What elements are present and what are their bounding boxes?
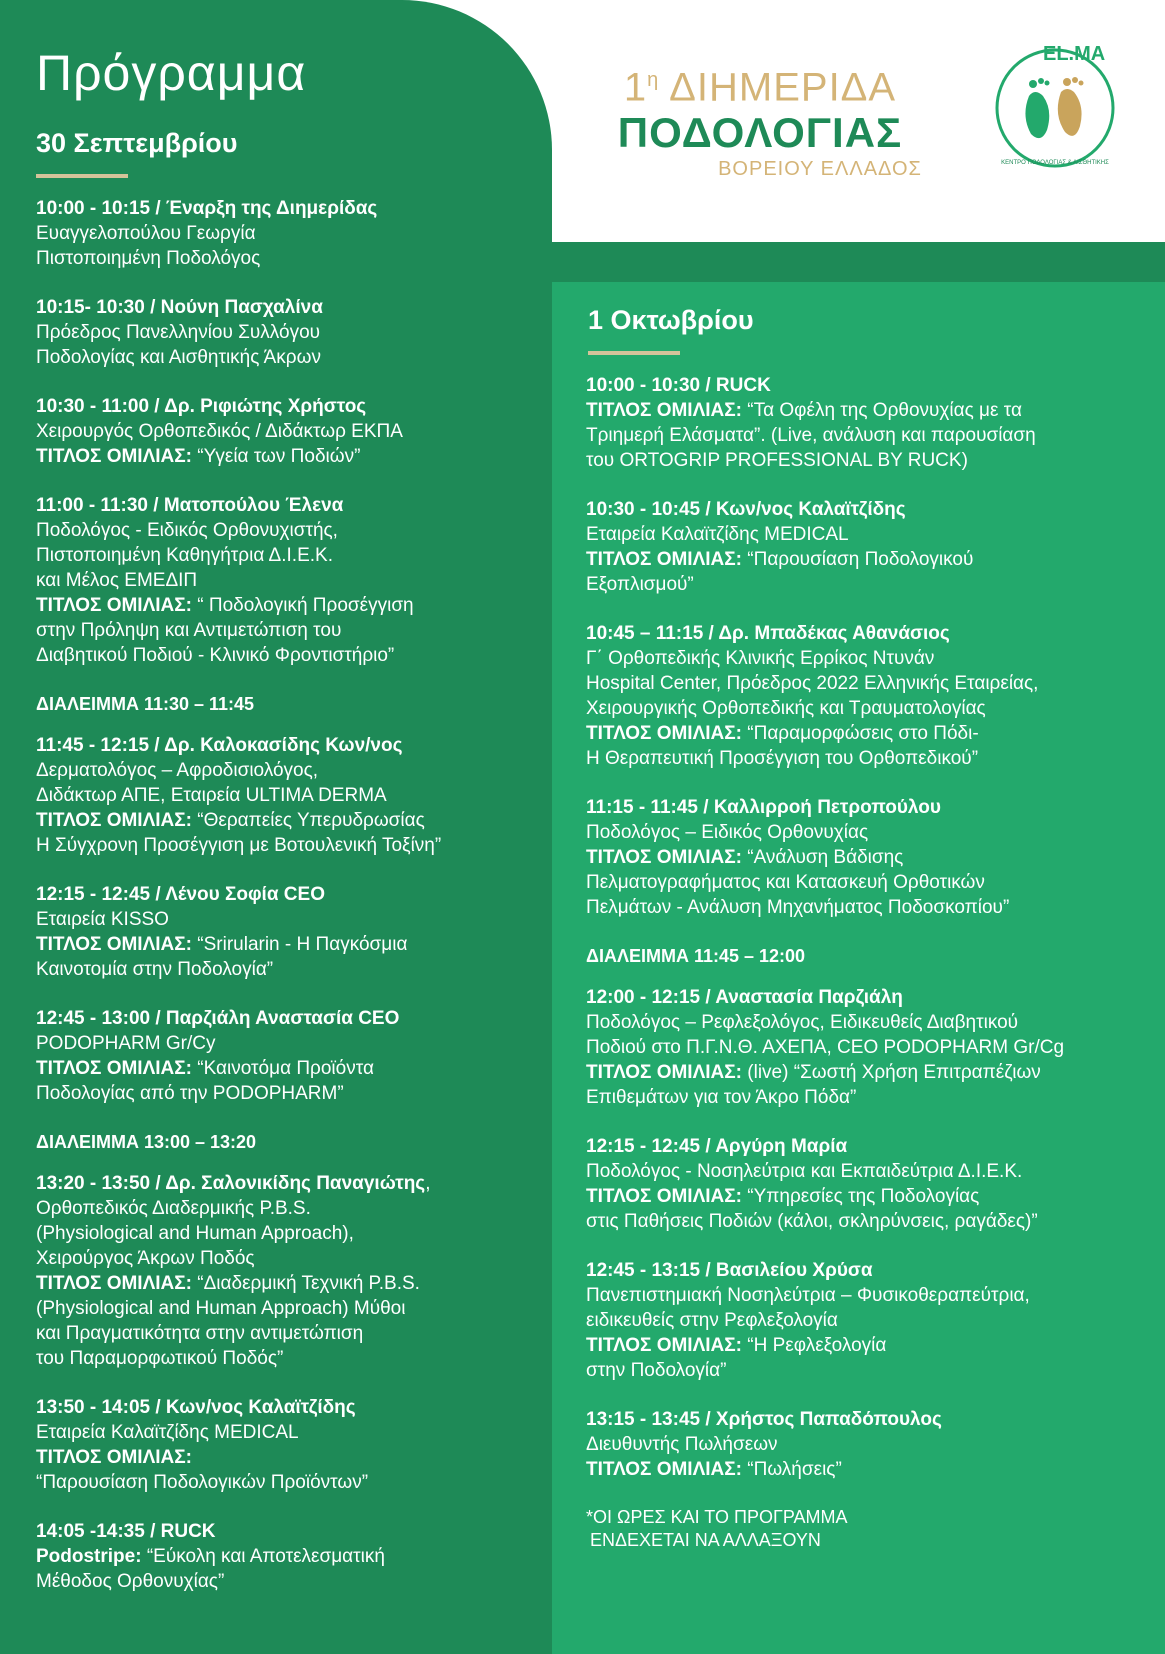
session-heading-text: 13:20 - 13:50 / Δρ. Σαλονικίδης Παναγιώτης [36,1173,426,1194]
session-line [36,1544,536,1569]
page-title: Πρόγραμμα [36,45,307,101]
talk-title: “Τα Οφέλη της Ορθονυχίας με τα [742,400,1022,421]
session-line: Επιθεμάτων για τον Άκρο Πόδα” [586,1087,857,1108]
talk-title: “Παρουσίαση Ποδολογικού [742,549,974,570]
session-line: Καινοτομία στην Ποδολογία” [36,959,274,980]
session-line: ειδικευθείς στην Ρεφλεξολογία [586,1310,838,1331]
session-line: Η Σύγχρονη Προσέγγιση με Βοτουλενική Τοξίνη” [36,835,442,856]
event-ordinal-sup: η [647,69,660,91]
event-ordinal: 1 [623,65,648,110]
session-line: Πιστοποιημένη Ποδολόγος [36,248,261,269]
session-line: Πρόεδρος Πανελληνίου Συλλόγου [36,322,321,343]
break-label: ΔΙΑΛΕΙΜΜΑ 13:00 – 13:20 [36,1132,257,1152]
session-heading: 10:45 – 11:15 / Δρ. Μπαδέκας Αθανάσιος [586,623,950,644]
talk-title-label: ΤΙΤΛΟΣ ΟΜΙΛΙΑΣ: [586,1335,742,1356]
session-line: Η Θεραπευτική Προσέγγιση του Ορθοπεδικού” [586,748,979,769]
session-item [586,373,1156,473]
day1-divider [36,174,128,178]
talk-title-label: ΤΙΤΛΟΣ ΟΜΙΛΙΑΣ: [36,934,192,955]
talk-title-label: ΤΙΤΛΟΣ ΟΜΙΛΙΑΣ: [36,595,192,616]
session-heading: 12:15 - 12:45 / Αργύρη Μαρία [586,1136,848,1157]
session-line: Ποδολόγος - Ειδικός Ορθονυχιστής, [36,520,338,541]
session-line: και Μέλος ΕΜΕΔΙΠ [36,570,198,591]
talk-title: “Παραμορφώσεις στο Πόδι- [742,723,979,744]
day1-date: 30 Σεπτεμβρίου [36,128,238,158]
session-heading: 10:30 - 10:45 / Κων/νος Καλαϊτζίδης [586,499,906,520]
session-line: στις Παθήσεις Ποδιών (κάλοι, σκληρύνσεις, ραγάδες)” [586,1211,1038,1232]
session-item [36,1395,536,1495]
session-item [36,1519,536,1594]
session-line: (Physiological and Human Approach), [36,1223,354,1244]
session-heading-tail: , [425,1173,431,1194]
talk-title: “Ανάλυση Βάδισης [742,847,904,868]
session-line: PODOPHARM Gr/Cy [36,1033,216,1054]
disclaimer-line: *ΟΙ ΩΡΕΣ ΚΑΙ ΤΟ ΠΡΟΓΡΑΜΜΑ [586,1507,848,1527]
session-item [586,497,1156,597]
talk-title-label: ΤΙΤΛΟΣ ΟΜΙΛΙΑΣ: [586,400,742,421]
session-line: Ποδολόγος – Ειδικός Ορθονυχίας [586,822,869,843]
session-line [36,444,536,469]
event-name: ΔΙΗΜΕΡΙΔΑ [659,65,897,110]
session-heading: 12:15 - 12:45 / Λένου Σοφία CEO [36,884,325,905]
session-heading: 10:15- 10:30 / Νούνη Πασχαλίνα [36,297,323,318]
schedule-disclaimer [586,1506,1156,1552]
session-line: και Πραγματικότητα στην αντιμετώπιση [36,1323,364,1344]
session-line: Μέθοδος Ορθονυχίας” [36,1571,225,1592]
session-item [36,196,536,271]
session-heading: 10:00 - 10:15 / Έναρξη της Διημερίδας [36,198,378,219]
day1-schedule [36,196,536,1618]
session-item [586,985,1156,1110]
event-title-line2: ΠΟΔΟΛΟΓΙΑΣ [617,109,903,157]
session-line: Ποδολογίας από την PODOPHARM” [36,1083,344,1104]
session-line [36,932,536,957]
session-item [586,621,1156,771]
event-title-line3: ΒΟΡΕΙΟΥ ΕΛΛΑΔΟΣ [718,158,922,181]
session-line [586,398,1156,423]
talk-title: “Πωλήσεις” [742,1459,842,1480]
talk-title-label: ΤΙΤΛΟΣ ΟΜΙΛΙΑΣ: [586,1459,742,1480]
session-line: στην Πρόληψη και Αντιμετώπιση του [36,620,342,641]
header-band [552,242,1165,282]
session-item [36,882,536,982]
talk-title: “Srirularin - Η Παγκόσμια [192,934,408,955]
session-line [36,593,536,618]
session-line: Διευθυντής Πωλήσεων [586,1434,778,1455]
session-line [586,845,1156,870]
elma-logo [985,36,1125,176]
session-line: Χειρουργικής Ορθοπεδικής και Τραυματολογίας [586,698,986,719]
day2-date: 1 Οκτωβρίου [588,305,754,335]
session-line: του ORTOGRIP PROFESSIONAL BY RUCK) [586,450,968,471]
session-line: Γ΄ Ορθοπεδικής Κλινικής Ερρίκος Ντυνάν [586,648,935,669]
talk-title-label: ΤΙΤΛΟΣ ΟΜΙΛΙΑΣ: [586,1062,742,1083]
session-line [586,1060,1156,1085]
session-line: Ορθοπεδικός Διαδερμικής P.B.S. [36,1198,311,1219]
svg-text:ΚΕΝΤΡΟ ΠΟΔΟΛΟΓΙΑΣ & ΑΙΣΘΗΤΙΚΗΣ: ΚΕΝΤΡΟ ΠΟΔΟΛΟΓΙΑΣ & ΑΙΣΘΗΤΙΚΗΣ [1001,160,1109,166]
session-item [36,493,536,668]
session-item [36,733,536,858]
session-line [36,808,536,833]
session-item [586,795,1156,920]
session-line [36,1056,536,1081]
session-line [586,1457,1156,1482]
disclaimer-line: ΕΝΔΕΧΕΤΑΙ ΝΑ ΑΛΛΑΞΟΥΝ [590,1530,821,1550]
session-line: στην Ποδολογία” [586,1360,727,1381]
session-item [586,1407,1156,1482]
session-line: Εταιρεία Καλαϊτζίδης MEDICAL [36,1422,299,1443]
session-line: Ποδολογίας και Αισθητικής Άκρων [36,347,321,368]
talk-title-label: ΤΙΤΛΟΣ ΟΜΙΛΙΑΣ: [586,723,742,744]
talk-title-label: ΤΙΤΛΟΣ ΟΜΙΛΙΑΣ: [586,549,742,570]
session-line: Εταιρεία Καλαϊτζίδης MEDICAL [586,524,849,545]
talk-title: “Παρουσίαση Ποδολογικών Προϊόντων” [36,1472,369,1493]
session-line [586,1184,1156,1209]
session-heading: 10:30 - 11:00 / Δρ. Ριφιώτης Χρήστος [36,396,367,417]
session-item [586,1134,1156,1234]
session-line [586,721,1156,746]
session-heading: 11:45 - 12:15 / Δρ. Καλοκασίδης Κων/νος [36,735,403,756]
session-line: Πιστοποιημένη Καθηγήτρια Δ.Ι.Ε.Κ. [36,545,333,566]
session-heading: 13:50 - 14:05 / Κων/νος Καλαϊτζίδης [36,1397,356,1418]
talk-title-label: ΤΙΤΛΟΣ ΟΜΙΛΙΑΣ: [36,1447,192,1468]
break-label: ΔΙΑΛΕΙΜΜΑ 11:45 – 12:00 [586,946,806,966]
talk-title: “Υπηρεσίες της Ποδολογίας [742,1186,980,1207]
talk-title-label: ΤΙΤΛΟΣ ΟΜΙΛΙΑΣ: [36,1058,192,1079]
talk-title-label: ΤΙΤΛΟΣ ΟΜΙΛΙΑΣ: [586,847,742,868]
session-line: Ποδολόγος – Ρεφλεξολόγος, Ειδικευθείς Διαβητικού [586,1012,1019,1033]
session-line: Διαβητικού Ποδιού - Κλινικό Φροντιστήριο” [36,645,395,666]
footprint-left-icon [1025,92,1049,138]
footprint-right-icon [1058,89,1082,136]
session-line: Πελμάτων - Ανάλυση Μηχανήματος Ποδοσκοπίου” [586,897,1010,918]
session-item [36,1006,536,1106]
session-line: του Παραμορφωτικού Ποδός” [36,1348,284,1369]
talk-title: “Καινοτόμα Προϊόντα [192,1058,374,1079]
session-item [36,295,536,370]
session-heading: 13:15 - 13:45 / Χρήστος Παπαδόπουλος [586,1409,942,1430]
talk-title: “Θεραπείες Υπερυδρωσίας [192,810,425,831]
talk-title-label: ΤΙΤΛΟΣ ΟΜΙΛΙΑΣ: [586,1186,742,1207]
session-line: (Physiological and Human Approach) Μύθοι [36,1298,406,1319]
session-line: Εξοπλισμού” [586,574,694,595]
session-heading: 11:15 - 11:45 / Καλλιρροή Πετροπούλου [586,797,941,818]
event-title [560,58,960,181]
break-label: ΔΙΑΛΕΙΜΜΑ 11:30 – 11:45 [36,694,255,714]
session-line: Ευαγγελοπούλου Γεωργία [36,223,256,244]
session-line [586,1333,1156,1358]
session-line: Τριημερή Ελάσματα”. (Live, ανάλυση και παρουσίαση [586,425,1036,446]
session-heading: 12:45 - 13:00 / Παρζιάλη Αναστασία CEO [36,1008,400,1029]
talk-title-label: ΤΙΤΛΟΣ ΟΜΙΛΙΑΣ: [36,1273,192,1294]
session-item [36,1171,536,1371]
session-line: Εταιρεία KISSO [36,909,169,930]
session-line: Δερματολόγος – Αφροδισιολόγος, [36,760,319,781]
session-heading: 14:05 -14:35 / RUCK [36,1521,216,1542]
talk-title-label: ΤΙΤΛΟΣ ΟΜΙΛΙΑΣ: [36,446,192,467]
talk-title: “ Ποδολογική Προσέγγιση [192,595,414,616]
talk-title: “Υγεία των Ποδιών” [192,446,361,467]
talk-title: (live) “Σωστή Χρήση Επιτραπέζιων [742,1062,1041,1083]
session-line: Πελματογραφήματος και Κατασκευή Ορθοτικών [586,872,985,893]
session-line: Χειρουργός Ορθοπεδικός / Διδάκτωρ ΕΚΠΑ [36,421,403,442]
session-line: Ποδολόγος - Νοσηλεύτρια και Εκπαιδεύτρια Δ.Ι.Ε.Κ. [586,1161,1023,1182]
talk-title-label: ΤΙΤΛΟΣ ΟΜΙΛΙΑΣ: [36,810,192,831]
session-item [586,1258,1156,1383]
session-line: Hospital Center, Πρόεδρος 2022 Ελληνικής Εταιρείας, [586,673,1039,694]
session-heading: 12:00 - 12:15 / Αναστασία Παρζιάλη [586,987,903,1008]
talk-title-label: Podostripe: [36,1546,142,1567]
session-heading: 12:45 - 13:15 / Βασιλείου Χρύσα [586,1260,873,1281]
day2-divider [588,351,680,355]
session-line: Ποδιού στο Π.Γ.Ν.Θ. ΑΧΕΠΑ, CEO PODOPHARM Gr/Cg [586,1037,1065,1058]
svg-text:EL.MA: EL.MA [1043,43,1106,65]
session-line: Πανεπιστημιακή Νοσηλεύτρια – Φυσικοθεραπεύτρια, [586,1285,1030,1306]
session-line: Χειρούργος Άκρων Ποδός [36,1248,255,1269]
session-line: Διδάκτωρ ΑΠΕ, Εταιρεία ULTIMA DERMA [36,785,387,806]
session-line [36,1271,536,1296]
talk-title: “Εύκολη και Αποτελεσματική [141,1546,385,1567]
talk-title: “Διαδερμική Τεχνική P.B.S. [192,1273,420,1294]
session-heading [36,1171,536,1196]
event-title-line1 [560,58,960,109]
session-heading: 10:00 - 10:30 / RUCK [586,375,771,396]
session-heading: 11:00 - 11:30 / Ματοπούλου Έλενα [36,495,344,516]
talk-title: “Η Ρεφλεξολογία [742,1335,887,1356]
session-line [586,547,1156,572]
session-item [36,394,536,469]
day2-schedule [586,373,1156,1552]
